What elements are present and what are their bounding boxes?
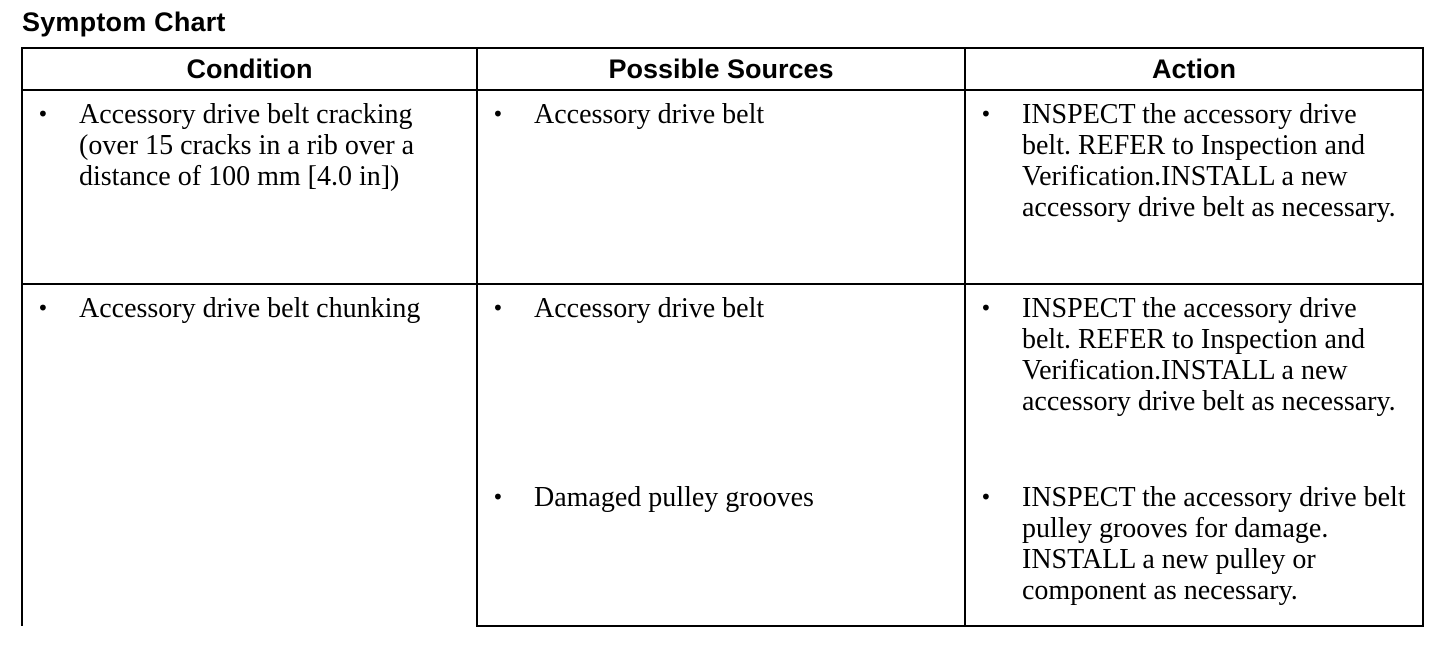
table-row — [22, 90, 1423, 284]
table-row — [22, 284, 1423, 469]
source-text: Damaged pulley grooves — [534, 482, 814, 513]
source-cell — [477, 284, 965, 469]
condition-cell — [22, 284, 477, 626]
bullet-icon: • — [492, 485, 504, 509]
symptom-chart-table — [21, 47, 1424, 627]
table-header-row — [22, 48, 1423, 90]
action-cell — [965, 469, 1423, 626]
bullet-icon: • — [980, 485, 992, 509]
list-item — [966, 91, 1422, 223]
condition-text: Accessory drive belt cracking (over 15 cracks in a rib over a distance of 100 mm [4.0 in]) — [79, 99, 415, 192]
source-text: Accessory drive belt — [534, 99, 765, 130]
list-item — [478, 91, 964, 130]
header-condition: Condition — [22, 48, 477, 90]
header-possible-sources: Possible Sources — [477, 48, 965, 90]
bullet-icon: • — [492, 296, 504, 320]
list-item — [23, 285, 476, 324]
action-text: INSPECT the accessory drive belt pulley grooves for damage. INSTALL a new pulley or component as necessary. — [1022, 482, 1406, 606]
action-cell — [965, 284, 1423, 469]
source-text: Accessory drive belt — [534, 293, 765, 324]
list-item — [478, 469, 964, 513]
bullet-icon: • — [37, 102, 49, 126]
source-cell — [477, 90, 965, 284]
action-text: INSPECT the accessory drive belt. REFER to Inspection and Verification.INSTALL a new accessory drive belt as necessary. — [1022, 99, 1396, 223]
condition-text: Accessory drive belt chunking — [79, 293, 421, 324]
action-text: INSPECT the accessory drive belt. REFER to Inspection and Verification.INSTALL a new accessory drive belt as necessary. — [1022, 293, 1396, 417]
list-item — [966, 469, 1422, 606]
action-cell — [965, 90, 1423, 284]
list-item — [478, 285, 964, 324]
bullet-icon: • — [492, 102, 504, 126]
bullet-icon: • — [980, 296, 992, 320]
condition-cell — [22, 90, 477, 284]
bullet-icon: • — [37, 296, 49, 320]
bullet-icon: • — [980, 102, 992, 126]
source-cell — [477, 469, 965, 626]
list-item — [966, 285, 1422, 417]
list-item — [23, 91, 476, 192]
page-title: Symptom Chart — [22, 7, 226, 37]
header-action: Action — [965, 48, 1423, 90]
